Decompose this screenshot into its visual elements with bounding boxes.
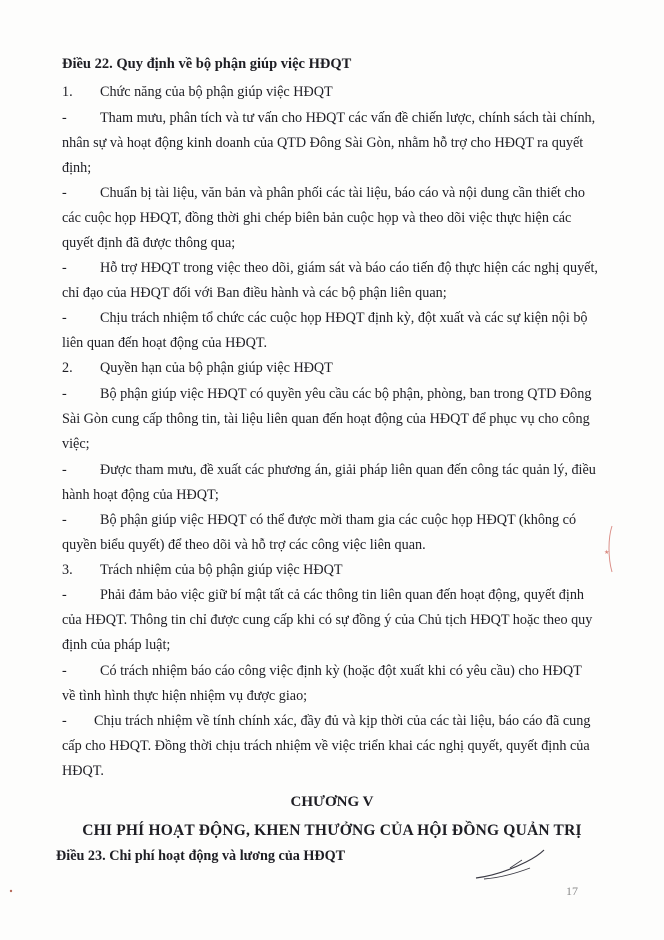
- paragraph-line: định của pháp luật;: [62, 637, 171, 653]
- list-dash: -: [62, 185, 67, 201]
- paragraph-line: về tình hình thực hiện nhiệm vụ được giao;: [62, 688, 308, 704]
- paragraph-line: Có trách nhiệm báo cáo công việc định kỳ (hoặc đột xuất khi có yêu cầu) cho HĐQT: [100, 663, 582, 679]
- paragraph-line: HĐQT.: [62, 763, 104, 779]
- list-dash: -: [62, 663, 67, 679]
- paragraph-line: quyền biểu quyết) để theo dõi và hỗ trợ các công việc liên quan.: [62, 537, 426, 553]
- paragraph-line: chỉ đạo của HĐQT đối với Ban điều hành và các bộ phận liên quan;: [62, 285, 447, 301]
- section-1-number: 1.: [62, 84, 73, 100]
- paragraph-line: Sài Gòn cung cấp thông tin, tài liệu liên quan đến hoạt động của HĐQT để phục vụ cho công: [62, 411, 590, 427]
- paragraph-line: Hỗ trợ HĐQT trong việc theo dõi, giám sát và báo cáo tiến độ thực hiện các nghị quyết,: [100, 260, 598, 276]
- signature-mark: [470, 846, 560, 886]
- section-2-number: 2.: [62, 360, 73, 376]
- page-number: 17: [566, 884, 578, 898]
- paper-speck: [8, 888, 14, 894]
- list-dash: -: [62, 512, 67, 528]
- paragraph-line: của HĐQT. Thông tin chỉ được cung cấp khi có sự đồng ý của Chủ tịch HĐQT hoặc theo quy: [62, 612, 593, 628]
- list-dash: -: [62, 310, 67, 326]
- svg-text:★: ★: [604, 549, 610, 556]
- article-23-title: Điều 23. Chi phí hoạt động và lương của HĐQT: [56, 848, 346, 864]
- paragraph-line: các cuộc họp HĐQT, đồng thời ghi chép biên bản cuộc họp và theo dõi việc thực hiện các: [62, 210, 572, 226]
- paragraph-line: Được tham mưu, đề xuất các phương án, giải pháp liên quan đến công tác quản lý, điều: [100, 462, 596, 478]
- section-1-heading: Chức năng của bộ phận giúp việc HĐQT: [100, 84, 333, 100]
- article-22-title: Điều 22. Quy định về bộ phận giúp việc HĐQT: [62, 56, 352, 72]
- paragraph-line: quyết định đã được thông qua;: [62, 235, 236, 251]
- paragraph-line: hành hoạt động của HĐQT;: [62, 487, 219, 503]
- paragraph-line: Chịu trách nhiệm về tính chính xác, đầy đủ và kịp thời của các tài liệu, báo cáo đã cung: [94, 713, 591, 729]
- paragraph-line: định;: [62, 160, 92, 176]
- section-3-heading: Trách nhiệm của bộ phận giúp việc HĐQT: [100, 562, 343, 578]
- list-dash: -: [62, 462, 67, 478]
- paragraph-line: Chuẩn bị tài liệu, văn bản và phân phối các tài liệu, báo cáo và nội dung cần thiết cho: [100, 185, 585, 201]
- paragraph-line: Chịu trách nhiệm tổ chức các cuộc họp HĐQT định kỳ, đột xuất và các sự kiện nội bộ: [100, 310, 588, 326]
- paragraph-line: nhân sự và hoạt động kinh doanh của QTD Đông Sài Gòn, nhằm hỗ trợ cho HĐQT ra quyết: [62, 135, 584, 151]
- paragraph-line: Bộ phận giúp việc HĐQT có thể được mời tham gia các cuộc họp HĐQT (không có: [100, 512, 577, 528]
- list-dash: -: [62, 110, 67, 126]
- list-dash: -: [62, 713, 67, 729]
- section-2-heading: Quyền hạn của bộ phận giúp việc HĐQT: [100, 360, 333, 376]
- stamp-edge-mark: [600, 524, 620, 574]
- list-dash: -: [62, 587, 67, 603]
- list-dash: -: [62, 260, 67, 276]
- section-3-number: 3.: [62, 562, 73, 578]
- paragraph-line: cấp cho HĐQT. Đồng thời chịu trách nhiệm về việc triển khai các nghị quyết, quyết định của: [62, 738, 590, 754]
- chapter-title: CHI PHÍ HOẠT ĐỘNG, KHEN THƯỞNG CỦA HỘI ĐỒNG QUẢN TRỊ: [82, 822, 582, 839]
- list-dash: -: [62, 386, 67, 402]
- paragraph-line: Tham mưu, phân tích và tư vấn cho HĐQT các vấn đề chiến lược, chính sách tài chính,: [100, 110, 596, 126]
- paragraph-line: Phải đảm bảo việc giữ bí mật tất cả các thông tin liên quan đến hoạt động, quyết định: [100, 587, 585, 603]
- paragraph-line: liên quan đến hoạt động của HĐQT.: [62, 335, 268, 351]
- chapter-number: CHƯƠNG V: [290, 794, 374, 810]
- paragraph-line: Bộ phận giúp việc HĐQT có quyền yêu cầu các bộ phận, phòng, ban trong QTD Đông: [100, 386, 592, 402]
- paragraph-line: việc;: [62, 436, 90, 452]
